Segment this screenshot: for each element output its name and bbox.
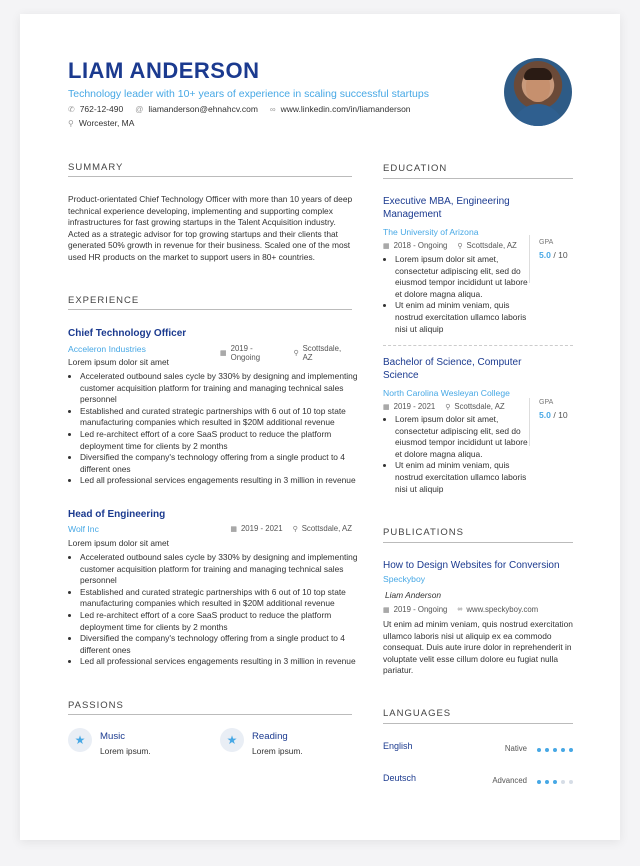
education-divider [383,178,573,179]
list-item: • Led all professional services engagements resulting in 3 million in revenue [80,475,360,487]
list-item: • Ut enim ad minim veniam, quis nostrud exercitation ullamco laboris nisi ut aliquip [395,300,530,335]
school-name: The University of Arizona [383,227,479,237]
contact-row-1 [68,104,423,114]
proficiency-dot-filled [561,748,565,752]
school-name: North Carolina Wesleyan College [383,388,510,398]
list-item: • Led re-architect effort of a core SaaS product to reduce the platform deployment time for clients by 2 months [80,429,360,452]
list-item: • Diversified the company's technology offering from a single product to 4 different ones [80,633,360,656]
email-address[interactable]: liamanderson@ehnahcv.com [148,104,258,114]
candidate-name: LIAM ANDERSON [68,58,260,83]
degree-bullets [383,254,530,335]
passions-heading: PASSIONS [68,700,124,711]
job-company: Acceleron Industries [68,344,146,354]
candidate-tagline: Technology leader with 10+ years of experience in scaling successful startups [68,88,429,100]
list-item: • Diversified the company's technology offering from a single product to 4 different ones [80,452,360,475]
pin-icon: ⚲ [445,403,451,411]
calendar-icon: ▦ [230,525,237,533]
list-item: • Established and curated strategic partnerships with 6 out of 10 top state manufacturing companies which resulted in $20M additional revenue [80,587,360,610]
pin-icon: ⚲ [293,350,299,357]
degree-meta [373,241,517,250]
phone-number: 762-12-490 [79,104,124,114]
proficiency-dot-filled [553,748,557,752]
list-item: • Lorem ipsum dolor sit amet, consectetur adipiscing elit, sed do eiusmod tempor incididunt ut labore et dolore magna aliqua. [395,414,530,460]
proficiency-dot-empty [561,780,565,784]
degree-location: Scottsdale, AZ [454,402,505,411]
degree-meta [373,402,505,411]
location-contact [68,118,134,128]
gpa-label: GPA [539,239,554,246]
linkedin-contact[interactable] [270,104,411,114]
list-item: • Led all professional services engagements resulting in 3 million in revenue [80,656,360,668]
location-text: Worcester, MA [78,118,135,128]
summary-divider [68,176,352,177]
degree-dates: 2018 - Ongoing [393,241,448,250]
list-item: • Lorem ipsum dolor sit amet, consectetur adipiscing elit, sed do eiusmod tempor incididunt ut labore et dolore magna aliqua. [395,254,530,300]
job-title: Head of Engineering [68,509,166,520]
language-dots [533,739,573,757]
proficiency-dot-filled [569,748,573,752]
languages-heading: LANGUAGES [383,708,452,719]
calendar-icon: ▦ [383,606,390,614]
gpa-value: 5.0 / 10 [539,250,568,260]
passions-divider [68,714,352,715]
degree-dates: 2019 - 2021 [393,402,436,411]
publication-meta [373,605,538,614]
job-bullets [68,552,360,668]
gpa-value: 5.0 / 10 [539,410,568,420]
degree-title: Bachelor of Science, Computer Science [383,357,522,381]
language-level-row [460,771,573,789]
link-icon: ∞ [457,606,463,613]
summary-heading: SUMMARY [68,162,124,173]
pin-icon: ⚲ [292,525,298,533]
gpa-divider [529,235,530,283]
language-name: English [383,741,413,751]
phone-icon: ✆ [68,104,75,114]
phone-contact [68,104,123,114]
list-item: • Established and curated strategic partnerships with 6 out of 10 top state manufacturing companies which resulted in $20M additional revenue [80,406,360,429]
proficiency-dot-filled [537,748,541,752]
language-level: Advanced [492,775,527,785]
job-company: Wolf Inc [68,524,99,534]
link-icon: ∞ [269,104,276,114]
publication-dates: 2019 - Ongoing [393,605,448,614]
education-heading: EDUCATION [383,163,448,174]
publication-url[interactable]: www.speckyboy.com [466,605,539,614]
language-dots [533,771,573,789]
star-icon: ★ [68,728,92,752]
passion-desc: Lorem ipsum. [100,746,151,756]
job-meta [210,524,352,533]
calendar-icon: ▦ [383,403,390,411]
list-item: • Led re-architect effort of a core SaaS product to reduce the platform deployment time for clients by 2 months [80,610,360,633]
publications-divider [383,542,573,543]
job-bullets [68,371,360,487]
degree-bullets [383,414,530,495]
calendar-icon: ▦ [383,242,390,250]
resume-page [20,14,620,840]
pin-icon: ⚲ [457,242,463,250]
degree-title: Executive MBA, Engineering Management [383,196,510,220]
job-location: Scottsdale, AZ [302,344,342,362]
experience-heading: EXPERIENCE [68,295,140,306]
proficiency-dot-filled [545,748,549,752]
degree-location: Scottsdale, AZ [466,241,517,250]
gpa-divider [529,398,530,446]
language-name: Deutsch [383,773,417,783]
languages-divider [383,723,573,724]
passion-title: Reading [252,731,288,742]
list-item: • Ut enim ad minim veniam, quis nostrud exercitation ullamco laboris nisi ut aliquip [395,460,530,495]
publications-heading: PUBLICATIONS [383,527,464,538]
education-separator [383,345,573,346]
job-location: Scottsdale, AZ [301,524,352,533]
job-summary: Lorem ipsum dolor sit amet [68,357,170,367]
job-meta [210,344,352,362]
contact-row-2 [68,118,146,128]
job-dates: 2019 - Ongoing [230,344,261,362]
publication-title: How to Design Websites for Conversion [383,560,560,571]
publication-author: Liam Anderson [385,590,442,600]
publication-publisher: Speckyboy [383,574,426,584]
job-dates: 2019 - 2021 [240,524,283,533]
proficiency-dot-empty [569,780,573,784]
pin-icon: ⚲ [68,118,74,128]
at-icon: @ [135,104,144,114]
profile-photo [504,58,572,126]
proficiency-dot-filled [545,780,549,784]
passion-desc: Lorem ipsum. [252,746,303,756]
calendar-icon: ▦ [220,350,227,357]
email-contact[interactable] [135,104,258,114]
proficiency-dot-filled [553,780,557,784]
job-summary: Lorem ipsum dolor sit amet [68,538,170,548]
proficiency-dot-filled [537,780,541,784]
language-level: Native [504,743,527,753]
language-level-row [460,739,573,757]
summary-text: Product-orientated Chief Technology Officer with more than 10 years of deep technical experience developing, implementing and supporting complex infrastructures for fast growing startups in the Talent Acquisition industry. Acted as a strategic advisor for top growing startups and their clients that generated 50% growth in revenue for their business. Scaled one of the most used HR products on the market to support users in 80+ countries. [68,194,353,262]
passion-title: Music [100,731,126,742]
publication-description: Ut enim ad minim veniam, quis nostrud exercitation ullamco laboris nisi ut aliquip ex ea commodo consequat. Duis aute irure dolor in reprehenderit in voluptate velit esse cillum dolore eu fugiat nulla pariatur. [383,619,573,676]
star-icon: ★ [220,728,244,752]
list-item: • Accelerated outbound sales cycle by 330% by designing and implementing customer acquisition platform for training and managing technical sales personnel [80,371,360,406]
gpa-label: GPA [539,399,554,406]
job-title: Chief Technology Officer [68,328,187,339]
linkedin-url[interactable]: www.linkedin.com/in/liamanderson [280,104,411,114]
experience-divider [68,309,352,310]
list-item: • Accelerated outbound sales cycle by 330% by designing and implementing customer acquisition platform for training and managing technical sales personnel [80,552,360,587]
